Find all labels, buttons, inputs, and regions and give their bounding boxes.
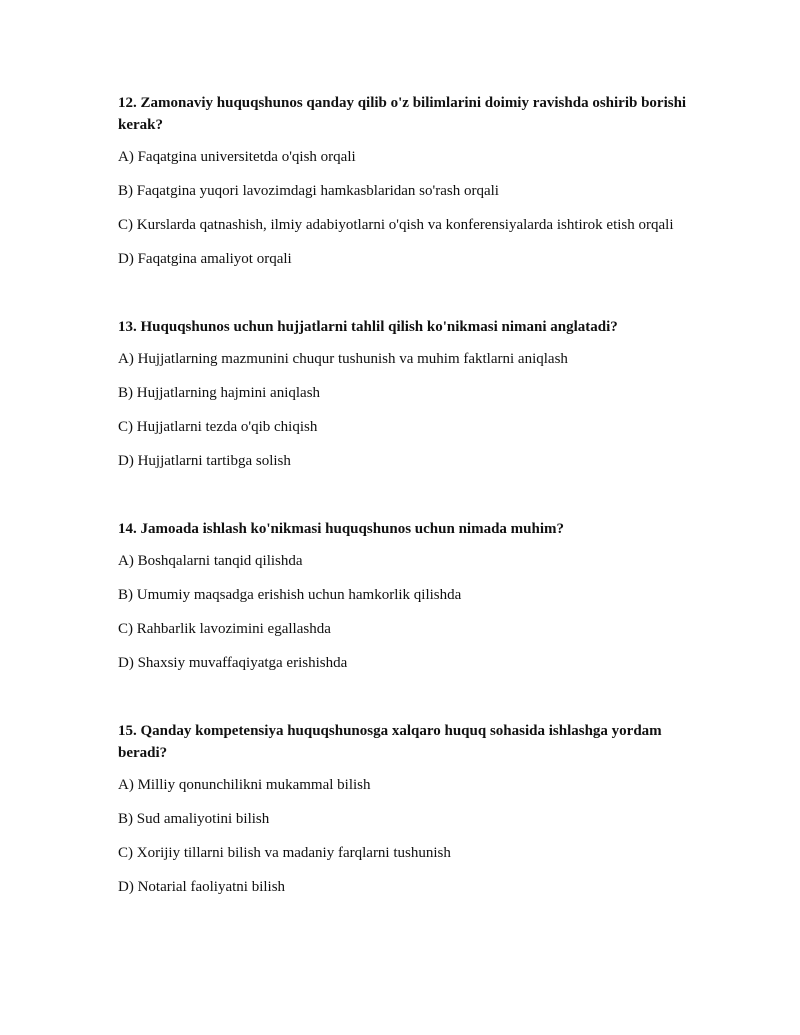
answer-option-b: B) Faqatgina yuqori lavozimdagi hamkasblaridan so'rash orqali: [118, 183, 499, 199]
answer-option-c: C) Kurslarda qatnashish, ilmiy adabiyotlarni o'qish va konferensiyalarda ishtirok etish orqali: [118, 217, 674, 233]
answer-option-b: B) Sud amaliyotini bilish: [118, 811, 270, 827]
spacer: [118, 282, 688, 316]
question-15: [118, 720, 688, 898]
question-title: 12. Zamonaviy huquqshunos qanday qilib o'z bilimlarini doimiy ravishda oshirib borishi kerak?: [118, 95, 687, 133]
answer-option-d: D) Hujjatlarni tartibga solish: [118, 453, 291, 469]
answer-option-d: D) Faqatgina amaliyot orqali: [118, 251, 292, 267]
answer-option-d: D) Shaxsiy muvaffaqiyatga erishishda: [118, 655, 348, 671]
question-title: 15. Qanday kompetensiya huquqshunosga xalqaro huquq sohasida ishlashga yordam beradi?: [118, 723, 662, 761]
answer-option-d: D) Notarial faoliyatni bilish: [118, 879, 286, 895]
spacer: [118, 686, 688, 720]
question-title: 14. Jamoada ishlash ko'nikmasi huquqshunos uchun nimada muhim?: [118, 521, 565, 537]
document-page: [118, 92, 688, 910]
answer-option-c: C) Hujjatlarni tezda o'qib chiqish: [118, 419, 318, 435]
answer-option-a: A) Boshqalarni tanqid qilishda: [118, 553, 303, 569]
answer-option-c: C) Rahbarlik lavozimini egallashda: [118, 621, 331, 637]
question-14: [118, 518, 688, 674]
question-13: [118, 316, 688, 472]
answer-option-c: C) Xorijiy tillarni bilish va madaniy farqlarni tushunish: [118, 845, 451, 861]
answer-option-a: A) Hujjatlarning mazmunini chuqur tushunish va muhim faktlarni aniqlash: [118, 351, 568, 367]
answer-option-b: B) Umumiy maqsadga erishish uchun hamkorlik qilishda: [118, 587, 462, 603]
question-12: [118, 92, 688, 270]
answer-option-a: A) Milliy qonunchilikni mukammal bilish: [118, 777, 371, 793]
answer-option-a: A) Faqatgina universitetda o'qish orqali: [118, 149, 356, 165]
question-title: 13. Huquqshunos uchun hujjatlarni tahlil qilish ko'nikmasi nimani anglatadi?: [118, 319, 618, 335]
spacer: [118, 484, 688, 518]
answer-option-b: B) Hujjatlarning hajmini aniqlash: [118, 385, 321, 401]
